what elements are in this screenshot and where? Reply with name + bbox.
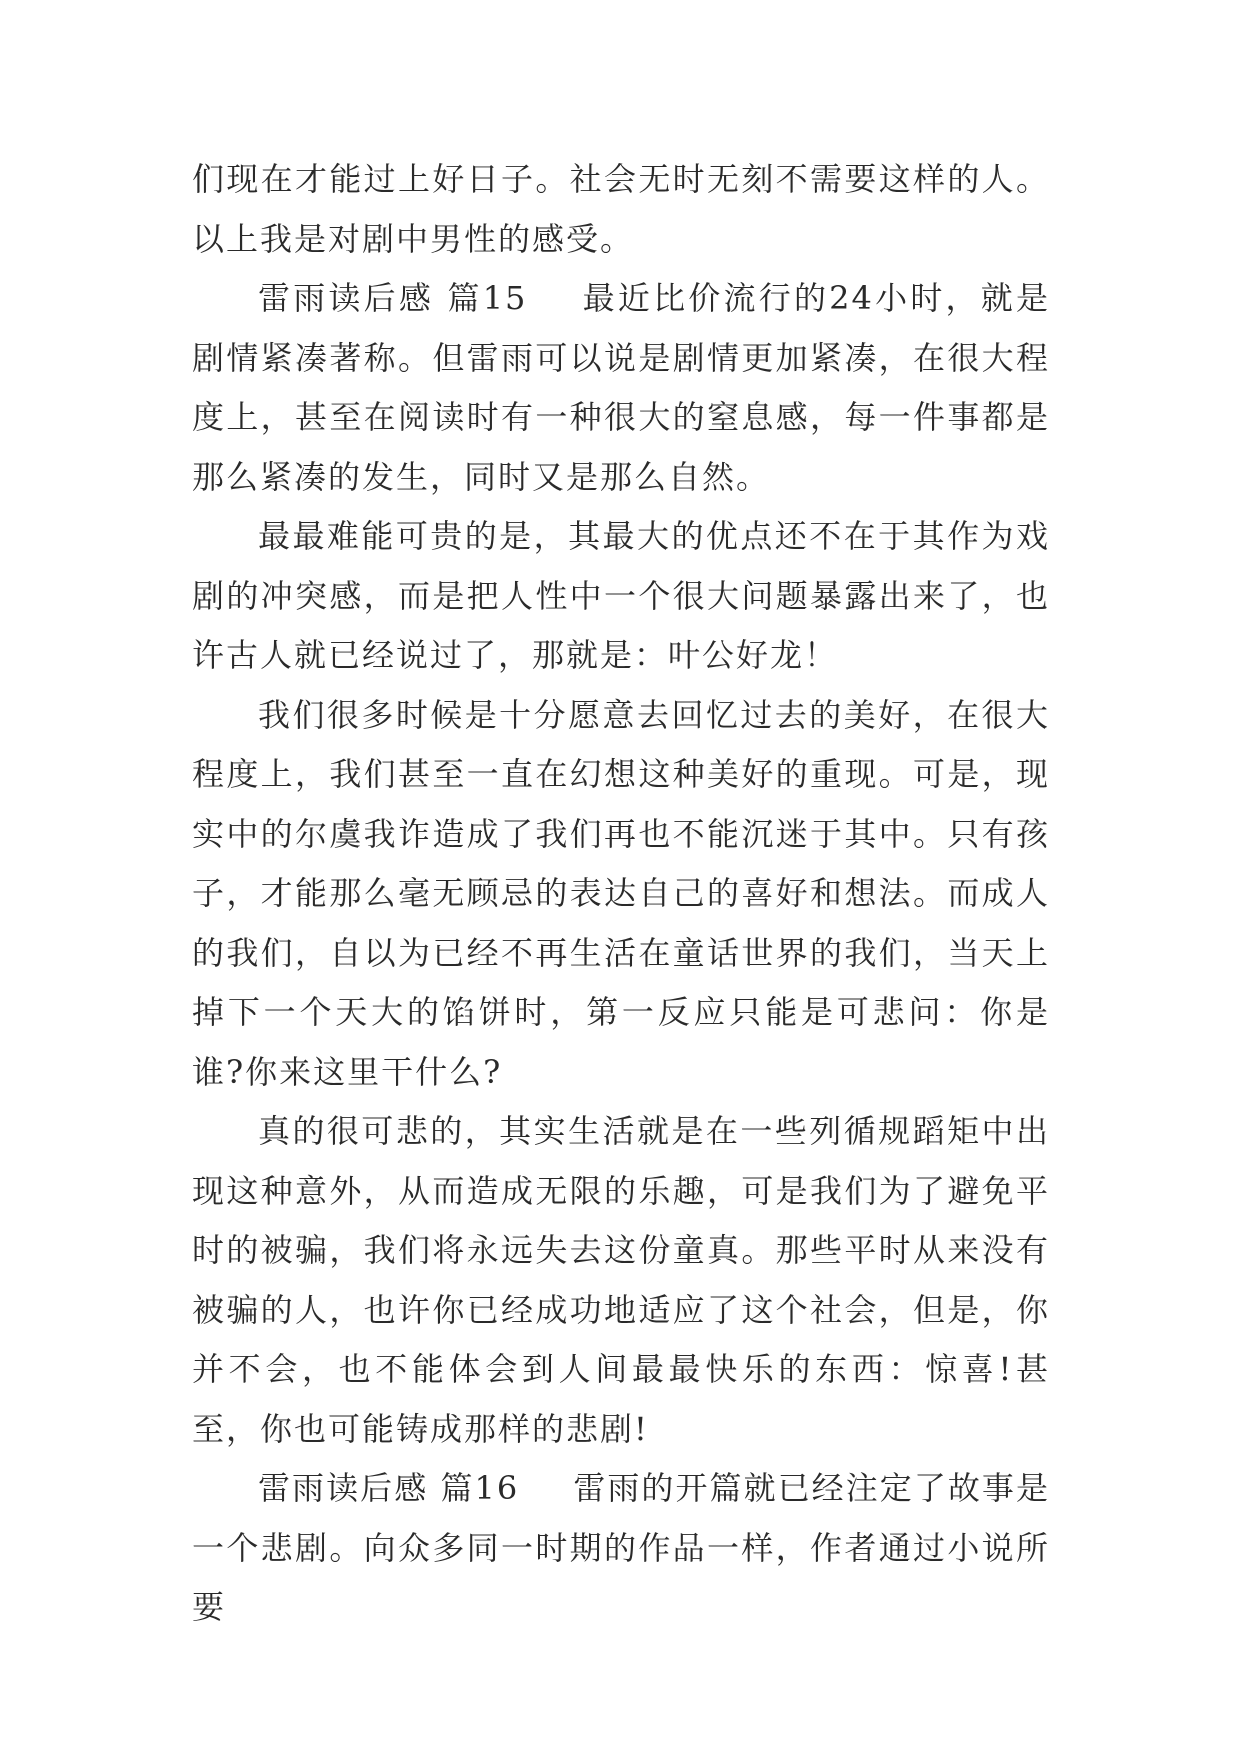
section-heading-16: 雷雨读后感 篇16	[258, 1469, 520, 1507]
body-text	[192, 150, 1050, 1638]
paragraph-section-15: 雷雨读后感 篇15 最近比价流行的24小时，就是剧情紧凑著称。但雷雨可以说是剧情更加紧凑，在很大程度上，甚至在阅读时有一种很大的窒息感，每一件事都是那么紧凑的发生，同时又是那么自然。	[192, 279, 1050, 496]
paragraph-section-16: 雷雨读后感 篇16 雷雨的开篇就已经注定了故事是一个悲剧。向众多同一时期的作品一样，作者通过小说所要	[192, 1469, 1050, 1626]
paragraph: 最最难能可贵的是，其最大的优点还不在于其作为戏剧的冲突感，而是把人性中一个很大问题暴露出来了，也许古人就已经说过了，那就是：叶公好龙！	[192, 517, 1050, 674]
paragraph: 我们很多时候是十分愿意去回忆过去的美好，在很大程度上，我们甚至一直在幻想这种美好的重现。可是，现实中的尔虞我诈造成了我们再也不能沉迷于其中。只有孩子，才能那么毫无顾忌的表达自己的喜好和想法。而成人的我们，自以为已经不再生活在童话世界的我们，当天上掉下一个天大的馅饼时，第一反应只能是可悲问：你是谁?你来这里干什么?	[192, 695, 1050, 1091]
paragraph-continuation: 们现在才能过上好日子。社会无时无刻不需要这样的人。以上我是对剧中男性的感受。	[192, 160, 1050, 258]
paragraph: 真的很可悲的，其实生活就是在一些列循规蹈矩中出现这种意外，从而造成无限的乐趣，可是我们为了避免平时的被骗，我们将永远失去这份童真。那些平时从来没有被骗的人，也许你已经成功地适应了这个社会，但是，你并不会，也不能体会到人间最最快乐的东西：惊喜!甚至，你也可能铸成那样的悲剧!	[192, 1112, 1050, 1448]
section-heading-15: 雷雨读后感 篇15	[258, 279, 528, 317]
